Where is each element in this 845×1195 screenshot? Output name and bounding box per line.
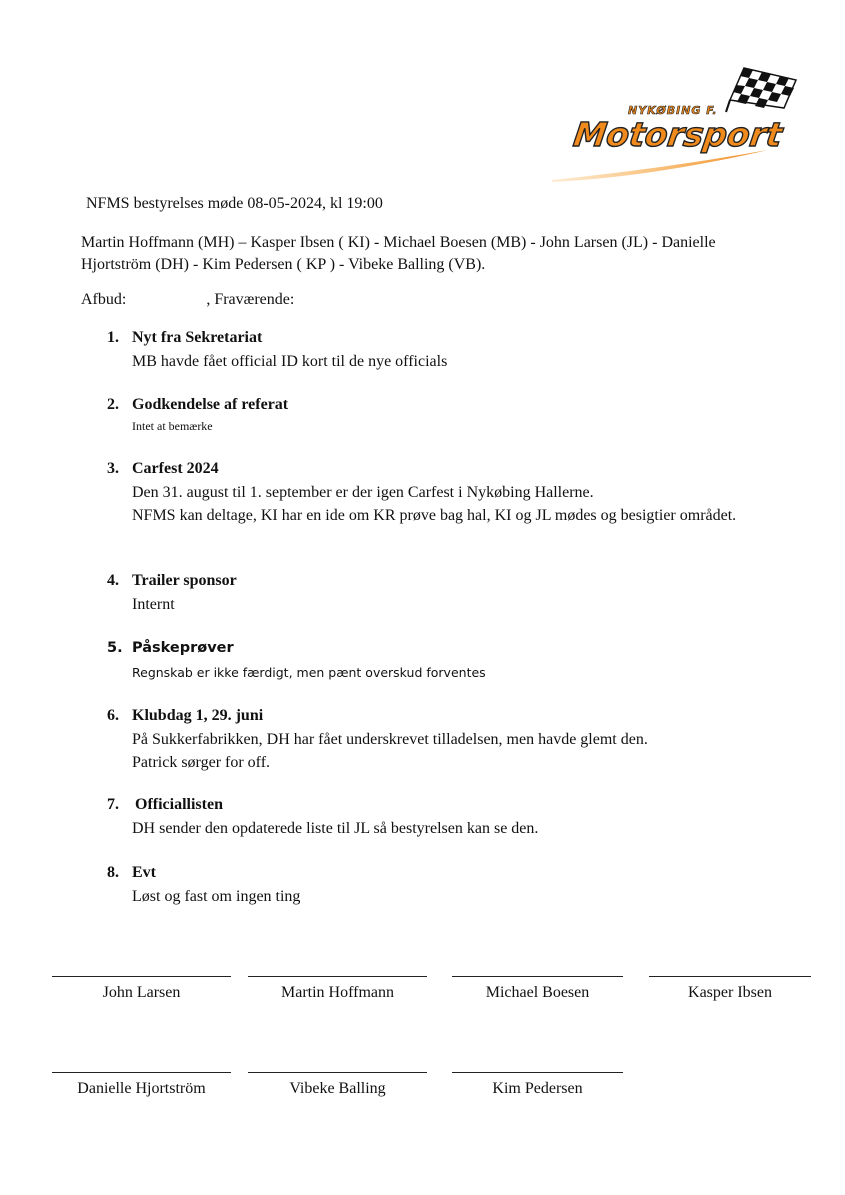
item-heading: Officiallisten	[135, 796, 223, 813]
club-logo	[548, 62, 804, 188]
absent-label: , Fraværende:	[206, 291, 295, 308]
item-text: Internt	[132, 596, 175, 613]
signature-name: Martin Hoffmann	[280, 984, 394, 1001]
signature-name: Vibeke Balling	[289, 1080, 386, 1097]
item-number: 7.	[107, 796, 119, 813]
item-text: Den 31. august til 1. september er der igen Carfest i Nykøbing Hallerne.	[132, 484, 594, 501]
item-number: 2.	[107, 396, 119, 413]
item-number: 6.	[107, 707, 119, 724]
absence-label: Afbud:	[81, 291, 127, 308]
item-heading: Carfest 2024	[132, 460, 219, 477]
item-heading: Godkendelse af referat	[132, 396, 289, 413]
absence-line	[81, 291, 294, 309]
signature-line	[649, 976, 811, 977]
logo-swoosh	[552, 150, 768, 182]
item-heading: Nyt fra Sekretariat	[132, 329, 263, 346]
logo-main-text: Motorsport	[571, 115, 785, 154]
meeting-title: NFMS bestyrelses møde 08-05-2024, kl 19:00	[86, 195, 383, 212]
item-number: 4.	[107, 572, 119, 589]
signature-name: John Larsen	[102, 984, 181, 1001]
signature-kim-pedersen	[452, 1072, 623, 1098]
signature-line	[248, 1072, 427, 1073]
logo-top-text: NYKØBING F.	[628, 104, 718, 117]
signature-name: Kasper Ibsen	[688, 984, 772, 1001]
signature-line	[52, 976, 231, 977]
item-text: NFMS kan deltage, KI har en ide om KR prøve bag hal, KI og JL mødes og besigtier området.	[132, 506, 737, 524]
item-number: 1.	[107, 329, 119, 346]
item-heading: Evt	[132, 864, 156, 881]
item-text: Patrick sørger for off.	[132, 753, 271, 771]
item-text: Løst og fast om ingen ting	[132, 888, 301, 905]
signature-danielle-hjortstrom	[52, 1072, 231, 1098]
item-number: 5.	[107, 640, 123, 656]
signature-line	[452, 976, 623, 977]
signature-name: Michael Boesen	[485, 984, 590, 1001]
signature-vibeke-balling	[248, 1072, 427, 1098]
item-heading: Påskeprøver	[132, 640, 234, 656]
item-number: 3.	[107, 460, 119, 477]
checkered-flag-logo-graphic	[548, 62, 804, 188]
item-number: 8.	[107, 864, 119, 881]
signature-kasper-ibsen	[649, 976, 811, 1002]
item-text: På Sukkerfabrikken, DH har fået underskrevet tilladelsen, men havde glemt den.	[132, 731, 648, 748]
signature-line	[452, 1072, 623, 1073]
item-heading: Trailer sponsor	[132, 572, 237, 589]
item-text: Intet at bemærke	[132, 419, 213, 433]
signature-name: Danielle Hjortström	[77, 1080, 206, 1097]
signature-line	[52, 1072, 231, 1073]
signature-name: Kim Pedersen	[492, 1080, 583, 1097]
attendee-list: Martin Hoffmann (MH) – Kasper Ibsen ( KI) - Michael Boesen (MB) - John Larsen (JL) - Danielle Hjortström (DH) - Kim Pedersen ( KP ) - Vibeke Balling (VB).	[81, 234, 716, 273]
signature-michael-boesen	[452, 976, 623, 1002]
signature-martin-hoffmann	[248, 976, 427, 1002]
item-text: DH sender den opdaterede liste til JL så bestyrelsen kan se den.	[132, 820, 539, 837]
item-heading: Klubdag 1, 29. juni	[132, 707, 264, 724]
checkered-flag-icon	[726, 68, 796, 112]
item-text: Regnskab er ikke færdigt, men pænt overskud forventes	[132, 665, 486, 680]
signature-line	[248, 976, 427, 977]
item-text: MB havde fået official ID kort til de nye officials	[132, 353, 448, 370]
signature-john-larsen	[52, 976, 231, 1002]
